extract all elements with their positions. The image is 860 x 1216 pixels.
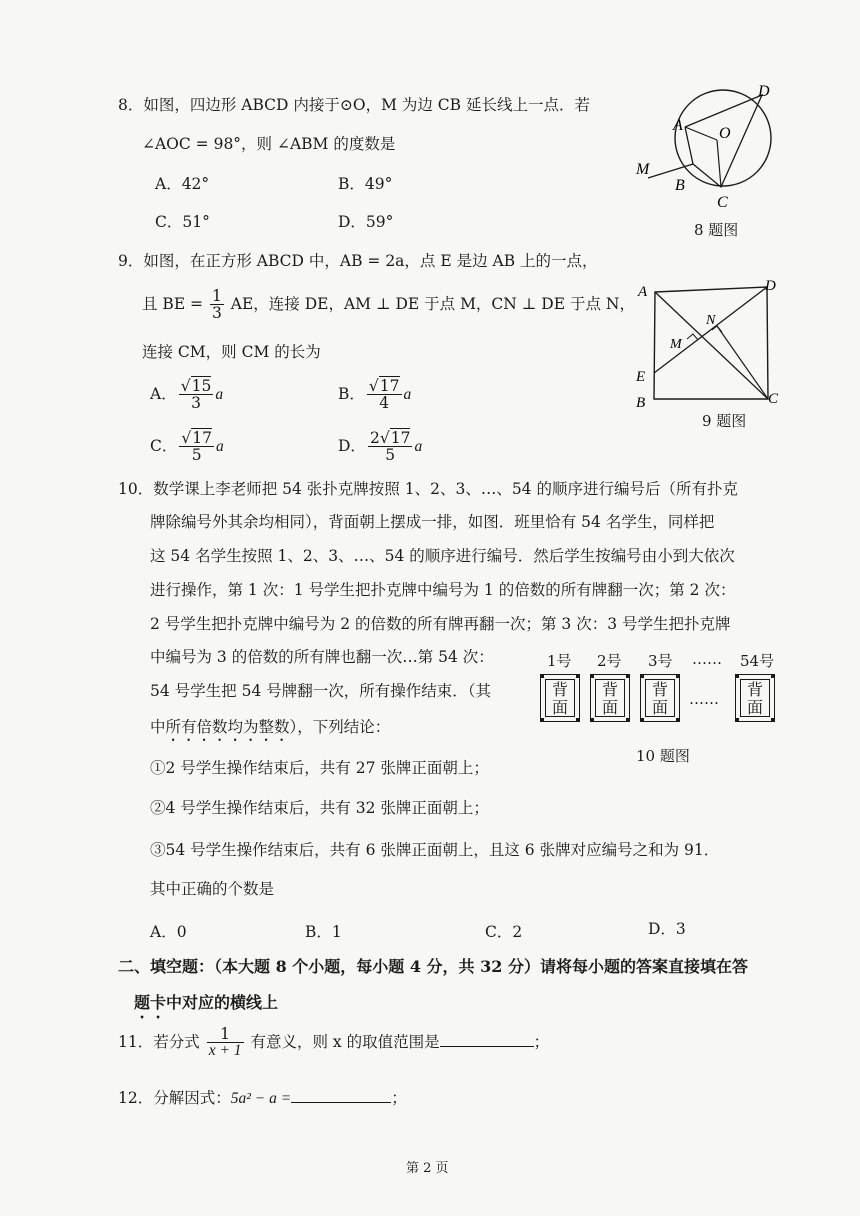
q9-line1 xyxy=(118,254,598,270)
q9-option-d-var: a xyxy=(414,437,423,455)
q9-option-b-den: 4 xyxy=(379,394,390,413)
q9-line2 xyxy=(142,288,635,322)
q10-option-d: D．3 xyxy=(648,920,686,938)
card-label-2: 2号 xyxy=(597,652,622,670)
q8-line1 xyxy=(118,98,590,114)
q9-option-a-label: A． xyxy=(150,384,177,403)
q9-label-m: M xyxy=(670,337,682,352)
q10-line7: 54 号学生把 54 号牌翻一次，所有操作结束．（其 xyxy=(150,682,491,700)
q10-statement-1: ①2 号学生操作结束后，共有 27 张牌正面朝上； xyxy=(150,759,489,777)
section2-heading: 二、填空题：（本大题 8 个小题，每小题 4 分，共 32 分）请将每小题的答案直接填在答 xyxy=(118,957,748,976)
q11-answer-blank[interactable] xyxy=(440,1032,534,1047)
q10-option-c: C．2 xyxy=(485,923,523,941)
q9-label-n: N xyxy=(706,313,716,328)
q9-option-d: D． $\frac{2√17}{5}$ a xyxy=(338,429,423,465)
q10-text-8-post: ），下列结论： xyxy=(289,718,391,736)
card-label-54: 54号 xyxy=(740,652,775,670)
q8-label-m: M xyxy=(636,161,650,178)
q11-frac-num: 1 xyxy=(207,1026,244,1043)
q8-label-o: O xyxy=(719,125,731,142)
card-face-top: 背 xyxy=(551,680,568,699)
q9-option-b: B． $\frac{√17}{4}$ a xyxy=(338,377,412,413)
q8-caption: 8 题图 xyxy=(694,221,739,239)
q9-option-d-den: 5 xyxy=(385,446,396,465)
q9-option-d-coef: 2 xyxy=(369,429,380,447)
q10-line2: 牌除编号外其余均相同），背面朝上摆成一排，如图．班里恰有 54 名学生，同样把 xyxy=(150,513,715,531)
playing-card xyxy=(640,674,680,722)
q8-line2: ∠AOC = 98°，则 ∠ABM 的度数是 xyxy=(142,135,396,153)
q10-question: 其中正确的个数是 xyxy=(150,880,275,898)
q8-number: 8． xyxy=(118,96,144,114)
q10-emphasis: 所有倍数均为整数 xyxy=(165,718,290,736)
q11-text-pre: 若分式 xyxy=(153,1032,200,1051)
card-label-1: 1号 xyxy=(547,652,572,670)
q12-expression: 5a² − a = xyxy=(230,1090,292,1107)
playing-card xyxy=(540,674,580,722)
q10-caption: 10 题图 xyxy=(636,747,690,765)
q10-option-b: B．1 xyxy=(305,923,342,941)
section2-heading-line2 xyxy=(134,993,278,1022)
q9-text-2-pre: 且 BE = xyxy=(142,294,204,313)
q12-text-pre: 分解因式： xyxy=(153,1089,231,1107)
q9-label-a: A xyxy=(638,284,648,300)
q8-option-b: B．49° xyxy=(338,175,393,193)
q9-option-a: A． $\frac{√15}{3}$ a xyxy=(150,377,224,413)
q9-option-b-radicand: 17 xyxy=(379,377,400,395)
q9-label-c: C xyxy=(768,391,779,407)
card-face-top: 背 xyxy=(746,680,763,699)
card-ellipsis: …… xyxy=(689,690,719,708)
card-face-top: 背 xyxy=(601,680,618,699)
q9-text-2-post: AE，连接 DE，AM ⊥ DE 于点 M，CN ⊥ DE 于点 N， xyxy=(230,294,635,313)
q9-option-a-den: 3 xyxy=(191,394,201,413)
playing-card xyxy=(735,674,775,722)
q11-fraction xyxy=(207,1026,244,1060)
q9-option-c-var: a xyxy=(216,437,224,455)
q10-line5: 2 号学生把扑克牌中编号为 2 的倍数的所有牌再翻一次；第 3 次：3 号学生把扑克牌 xyxy=(150,615,731,633)
card-face-bottom: 面 xyxy=(746,698,763,717)
q8-option-d: D．59° xyxy=(338,213,394,231)
q9-label-d: D xyxy=(765,278,776,294)
q11-frac-den: x + 1 xyxy=(208,1042,242,1060)
q9-option-d-radicand: 17 xyxy=(390,429,411,447)
q9-option-b-var: a xyxy=(403,385,412,403)
q11-number: 11． xyxy=(118,1032,154,1051)
q10-line4: 进行操作，第 1 次：1 号学生把扑克牌中编号为 1 的倍数的所有牌翻一次；第 2 次： xyxy=(150,581,736,599)
q9-option-c: C． $\frac{√17}{5}$ a xyxy=(150,429,224,465)
q8-option-a: A．42° xyxy=(155,175,210,193)
q9-option-a-var: a xyxy=(215,385,224,403)
q8-text-1: 如图，四边形 ABCD 内接于⊙O，M 为边 CB 延长线上一点．若 xyxy=(143,96,590,114)
q9-label-e: E xyxy=(636,369,646,385)
q9-frac-num: 1 xyxy=(211,287,222,305)
card-face-bottom: 面 xyxy=(551,698,568,717)
q9-option-a-radicand: 15 xyxy=(191,377,212,395)
q12 xyxy=(118,1088,407,1109)
q9-figure xyxy=(630,272,785,412)
q11-end: ； xyxy=(533,1032,550,1051)
q10-statement-2: ②4 号学生操作结束后，共有 32 张牌正面朝上； xyxy=(150,799,489,817)
q12-answer-blank[interactable] xyxy=(291,1088,391,1103)
q10-text-8-pre: 中 xyxy=(150,718,166,736)
q9-option-b-label: B． xyxy=(338,384,365,403)
q11 xyxy=(118,1026,549,1060)
q8-label-a: A xyxy=(673,117,683,134)
q10-line3: 这 54 名学生按照 1、2、3、…、54 的顺序进行编号．然后学生按编号由小到大依次 xyxy=(150,547,735,565)
section2-text-2: 中对应的横线上 xyxy=(166,993,279,1012)
q9-fraction xyxy=(210,288,224,322)
q10-line6: 中编号为 3 的倍数的所有牌也翻一次…第 54 次： xyxy=(150,648,494,666)
q10-statement-3: ③54 号学生操作结束后，共有 6 张牌正面朝上，且这 6 张牌对应编号之和为 91． xyxy=(150,841,720,859)
q12-end: ； xyxy=(391,1089,407,1107)
q8-label-d: D xyxy=(758,83,770,100)
q9-frac-den: 3 xyxy=(211,304,222,323)
q10-option-a: A．0 xyxy=(150,923,187,941)
page-number: 第 2 页 xyxy=(406,1161,449,1176)
q10-line8 xyxy=(150,718,390,745)
q10-text-1: 数学课上李老师把 54 张扑克牌按照 1、2、3、…、54 的顺序进行编号后（所有扑克 xyxy=(153,480,738,498)
q9-text-1: 如图，在正方形 ABCD 中，AB = 2a，点 E 是边 AB 上的一点， xyxy=(143,252,598,270)
q8-option-c: C．51° xyxy=(155,213,210,231)
q9-number: 9． xyxy=(118,252,144,270)
q10-line1 xyxy=(118,482,738,498)
card-face-bottom: 面 xyxy=(601,698,618,717)
card-label-3: 3号 xyxy=(648,652,673,670)
q8-label-b: B xyxy=(675,177,685,194)
card-face-bottom: 面 xyxy=(651,698,668,717)
playing-card xyxy=(590,674,630,722)
q8-label-c: C xyxy=(717,194,728,211)
q9-line3: 连接 CM，则 CM 的长为 xyxy=(142,343,321,361)
q9-label-b: B xyxy=(636,395,646,411)
q9-option-d-label: D． xyxy=(338,436,366,455)
q9-option-c-den: 5 xyxy=(191,446,202,465)
q10-number: 10． xyxy=(118,480,154,498)
q9-caption: 9 题图 xyxy=(702,412,747,430)
card-label-ellipsis: …… xyxy=(692,650,722,668)
q9-option-c-label: C． xyxy=(150,436,178,455)
section2-emphasis: 题卡 xyxy=(134,993,167,1012)
q12-number: 12． xyxy=(118,1089,154,1107)
q11-text-post: 有意义，则 x 的取值范围是 xyxy=(250,1032,440,1051)
card-face-top: 背 xyxy=(651,680,668,699)
q9-option-c-radicand: 17 xyxy=(192,429,212,447)
q8-figure xyxy=(628,78,788,218)
